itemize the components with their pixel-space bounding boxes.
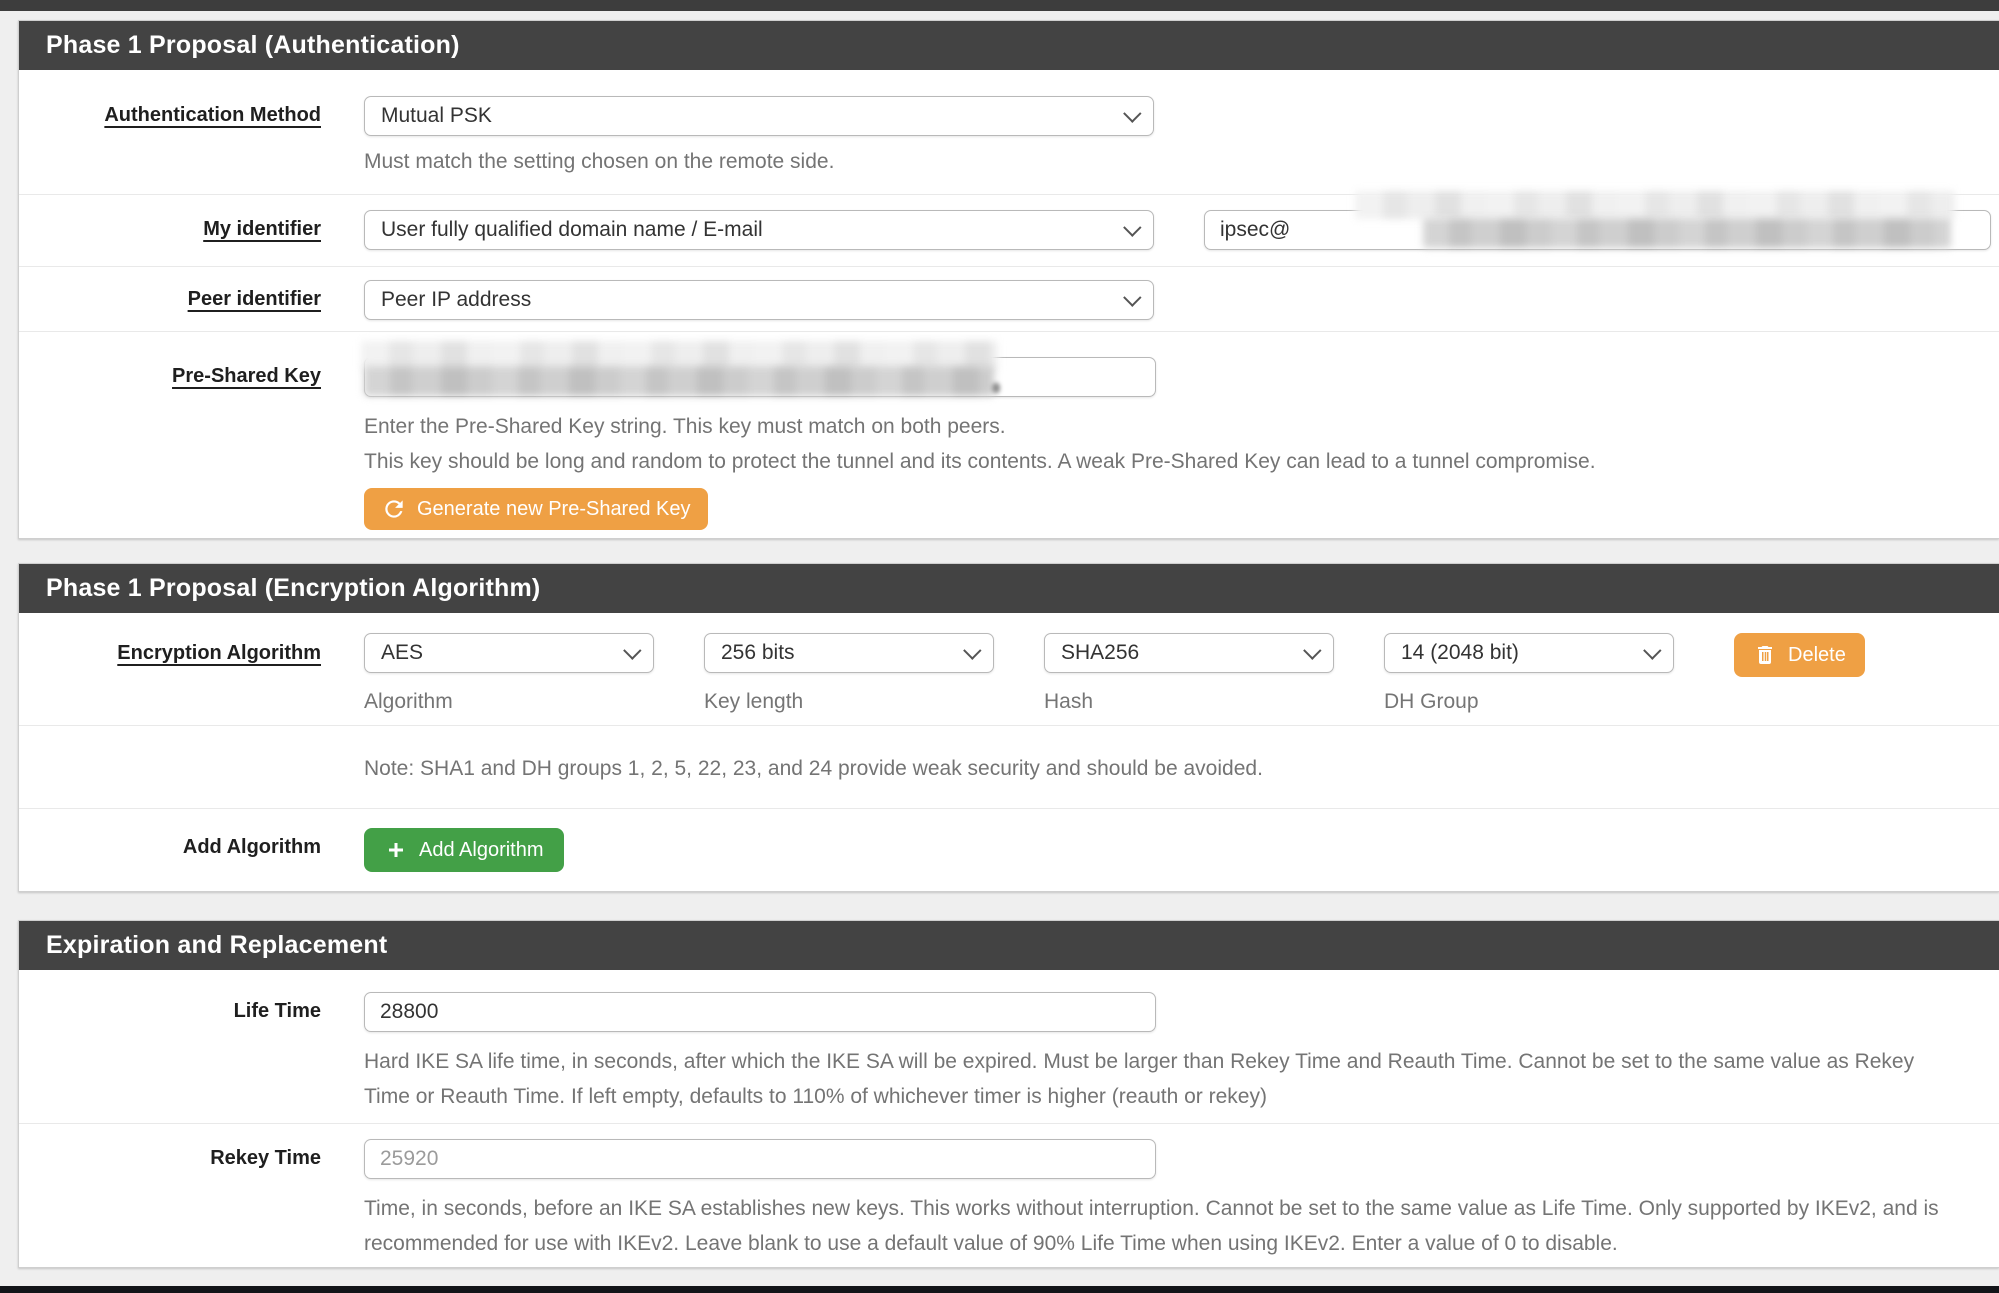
- dh-group-sublabel: DH Group: [1384, 690, 1479, 713]
- dh-group-value: 14 (2048 bit): [1401, 641, 1519, 664]
- plus-icon: [384, 838, 408, 862]
- dh-group-select[interactable]: [1384, 633, 1674, 673]
- hash-value: SHA256: [1061, 641, 1140, 664]
- refresh-icon: [381, 496, 407, 522]
- delete-button-label: Delete: [1788, 643, 1846, 666]
- pre-shared-key-help-line2: This key should be long and random to protect the tunnel and its contents. A weak Pre-Shared Key can lead to a tunnel compromise.: [364, 450, 1596, 473]
- row-life-time: [19, 970, 1999, 1124]
- bottom-window-bar: [0, 1286, 1999, 1293]
- row-my-identifier: [19, 195, 1999, 267]
- life-time-input[interactable]: [364, 992, 1156, 1032]
- rekey-time-label: Rekey Time: [210, 1147, 321, 1169]
- row-security-note: [19, 726, 1999, 809]
- section-header-authentication: [19, 21, 1999, 70]
- panel-phase1-authentication: [18, 20, 1999, 539]
- add-algorithm-label: Add Algorithm: [182, 836, 321, 858]
- chevron-down-icon: [1123, 288, 1141, 306]
- authentication-method-label: Authentication Method: [104, 104, 321, 126]
- authentication-method-help: Must match the setting chosen on the remote side.: [364, 150, 835, 173]
- pre-shared-key-input[interactable]: [364, 357, 1156, 397]
- row-encryption-algorithm: [19, 613, 1999, 726]
- redacted-value-blur: [992, 383, 1000, 393]
- rekey-time-help: Time, in seconds, before an IKE SA establishes new keys. This works without interruption. Cannot be set to the same value as Life Time. Only supported by IKEv2, and is recommended for use with IKEv2. Leave blank to use a default value of 90% Life Time when using IKEv2. Enter a value of 0 to disable.: [364, 1197, 1939, 1255]
- row-peer-identifier: [19, 267, 1999, 332]
- redacted-value-blur: [1423, 218, 1951, 248]
- my-identifier-text: ipsec@: [1220, 218, 1291, 241]
- redacted-value-blur: [1355, 191, 1955, 219]
- add-algorithm-button[interactable]: [364, 828, 564, 872]
- section-header-encryption: [19, 564, 1999, 613]
- peer-identifier-value: Peer IP address: [381, 288, 532, 311]
- my-identifier-select[interactable]: [364, 210, 1154, 250]
- peer-identifier-select[interactable]: [364, 280, 1154, 320]
- algorithm-sublabels: [364, 690, 1999, 714]
- top-window-bar: [0, 0, 1999, 11]
- settings-content: [0, 11, 1999, 1268]
- my-identifier-type-value: User fully qualified domain name / E-mail: [381, 218, 763, 241]
- rekey-time-input[interactable]: [364, 1139, 1156, 1179]
- key-length-sublabel: Key length: [704, 690, 804, 713]
- chevron-down-icon: [963, 641, 981, 659]
- chevron-down-icon: [623, 641, 641, 659]
- pre-shared-key-field-wrap: [364, 357, 1156, 397]
- hash-sublabel: Hash: [1044, 690, 1094, 713]
- add-algorithm-button-label: Add Algorithm: [419, 838, 544, 861]
- my-identifier-input[interactable]: [1204, 210, 1991, 250]
- chevron-down-icon: [1123, 218, 1141, 236]
- panel-expiration-replacement: [18, 920, 1999, 1268]
- panel-body-authentication: [19, 70, 1999, 538]
- chevron-down-icon: [1123, 104, 1141, 122]
- security-note-text: Note: SHA1 and DH groups 1, 2, 5, 22, 23, and 24 provide weak security and should be avoided.: [364, 757, 1263, 780]
- algorithm-select[interactable]: [364, 633, 654, 673]
- section-title: Phase 1 Proposal (Authentication): [46, 31, 460, 59]
- key-length-select[interactable]: [704, 633, 994, 673]
- section-title: Phase 1 Proposal (Encryption Algorithm): [46, 574, 541, 602]
- pre-shared-key-label: Pre-Shared Key: [172, 365, 321, 387]
- row-add-algorithm: [19, 809, 1999, 891]
- trash-icon: [1753, 643, 1777, 667]
- section-title: Expiration and Replacement: [46, 931, 388, 959]
- my-identifier-label: My identifier: [203, 218, 321, 240]
- peer-identifier-label: Peer identifier: [187, 288, 321, 310]
- hash-select[interactable]: [1044, 633, 1334, 673]
- encryption-algorithm-label: Encryption Algorithm: [117, 642, 321, 664]
- life-time-help: Hard IKE SA life time, in seconds, after which the IKE SA will be expired. Must be larger than Rekey Time and Reauth Time. Cannot be set to the same value as Rekey Time or Reauth Time. If left empty, defaults to 110% of whichever timer is higher (reauth or rekey): [364, 1050, 1915, 1108]
- chevron-down-icon: [1643, 641, 1661, 659]
- panel-body-encryption: [19, 613, 1999, 891]
- section-header-expiration: [19, 921, 1999, 970]
- row-authentication-method: [19, 70, 1999, 195]
- authentication-method-value: Mutual PSK: [381, 104, 492, 127]
- algorithm-sublabel: Algorithm: [364, 690, 453, 713]
- generate-psk-button[interactable]: [364, 488, 708, 530]
- delete-algorithm-button[interactable]: [1734, 633, 1865, 677]
- algorithm-value: AES: [381, 641, 424, 664]
- row-pre-shared-key: [19, 332, 1999, 538]
- life-time-label: Life Time: [233, 1000, 321, 1022]
- pre-shared-key-help-line1: Enter the Pre-Shared Key string. This key must match on both peers.: [364, 415, 1006, 438]
- chevron-down-icon: [1303, 641, 1321, 659]
- authentication-method-select[interactable]: [364, 96, 1154, 136]
- panel-body-expiration: [19, 970, 1999, 1267]
- key-length-value: 256 bits: [721, 641, 795, 664]
- panel-phase1-encryption: [18, 563, 1999, 892]
- generate-psk-button-label: Generate new Pre-Shared Key: [417, 497, 691, 520]
- row-rekey-time: [19, 1124, 1999, 1267]
